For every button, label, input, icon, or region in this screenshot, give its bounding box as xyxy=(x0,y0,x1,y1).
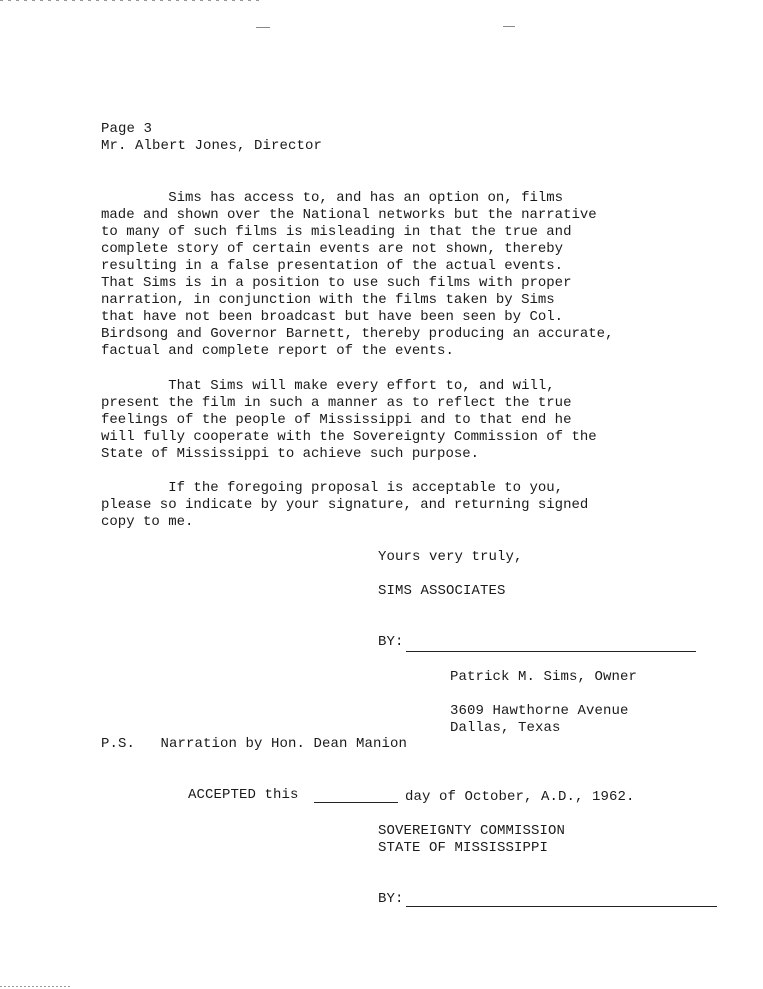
body-paragraph-3 xyxy=(101,480,588,531)
paragraph-line: to many of such films is misleading in that the true and xyxy=(101,224,572,240)
body-paragraph-2 xyxy=(101,378,597,463)
org-line-2: STATE OF MISSISSIPPI xyxy=(378,840,549,856)
day-blank xyxy=(314,802,398,803)
paragraph-line: That Sims will make every effort to, and will, xyxy=(101,378,555,394)
scan-mark xyxy=(256,27,270,28)
body-paragraph-1 xyxy=(101,190,613,360)
acceptance-prefix: ACCEPTED this xyxy=(188,787,299,803)
paragraph-line: resulting in a false presentation of the actual events. xyxy=(101,258,564,274)
paragraph-line: narration, in conjunction with the films taken by Sims xyxy=(101,292,555,308)
postscript: P.S. Narration by Hon. Dean Manion xyxy=(101,736,408,752)
scan-mark xyxy=(503,26,515,27)
acceptance-by-label: BY: xyxy=(378,891,404,907)
paragraph-line: That Sims is in a position to use such films with proper xyxy=(101,275,572,291)
scan-edge-top xyxy=(0,0,260,1)
paragraph-line: that have not been broadcast but have been seen by Col. xyxy=(101,309,564,325)
acceptance-signature-line xyxy=(406,906,717,907)
company-name: SIMS ASSOCIATES xyxy=(378,583,506,599)
paragraph-line: Birdsong and Governor Barnett, thereby producing an accurate, xyxy=(101,326,614,342)
paragraph-line: factual and complete report of the events. xyxy=(101,343,454,359)
paragraph-line: feelings of the people of Mississippi and to that end he xyxy=(101,412,572,428)
addressee: Mr. Albert Jones, Director xyxy=(101,138,323,154)
acceptance-suffix: day of October, A.D., 1962. xyxy=(405,789,635,805)
scan-edge-bottom xyxy=(0,986,72,987)
paragraph-line: complete story of certain events are not shown, thereby xyxy=(101,241,564,257)
by-label: BY: xyxy=(378,634,404,650)
paragraph-line: copy to me. xyxy=(101,514,194,530)
org-line-1: SOVEREIGNTY COMMISSION xyxy=(378,823,566,839)
paragraph-line: please so indicate by your signature, and returning signed xyxy=(101,497,589,513)
paragraph-line: If the foregoing proposal is acceptable to you, xyxy=(101,480,564,496)
paragraph-line: present the film in such a manner as to reflect the true xyxy=(101,395,572,411)
closing-salutation: Yours very truly, xyxy=(378,549,523,565)
signer-name: Patrick M. Sims, Owner xyxy=(450,669,638,685)
address-line-1: 3609 Hawthorne Avenue xyxy=(450,703,629,719)
paragraph-line: made and shown over the National networks but the narrative xyxy=(101,207,597,223)
paragraph-line: State of Mississippi to achieve such purpose. xyxy=(101,446,480,462)
signature-line xyxy=(406,651,696,652)
page-label: Page 3 xyxy=(101,121,153,137)
paragraph-line: Sims has access to, and has an option on, films xyxy=(101,190,564,206)
address-line-2: Dallas, Texas xyxy=(450,720,561,736)
paragraph-line: will fully cooperate with the Sovereignty Commission of the xyxy=(101,429,597,445)
